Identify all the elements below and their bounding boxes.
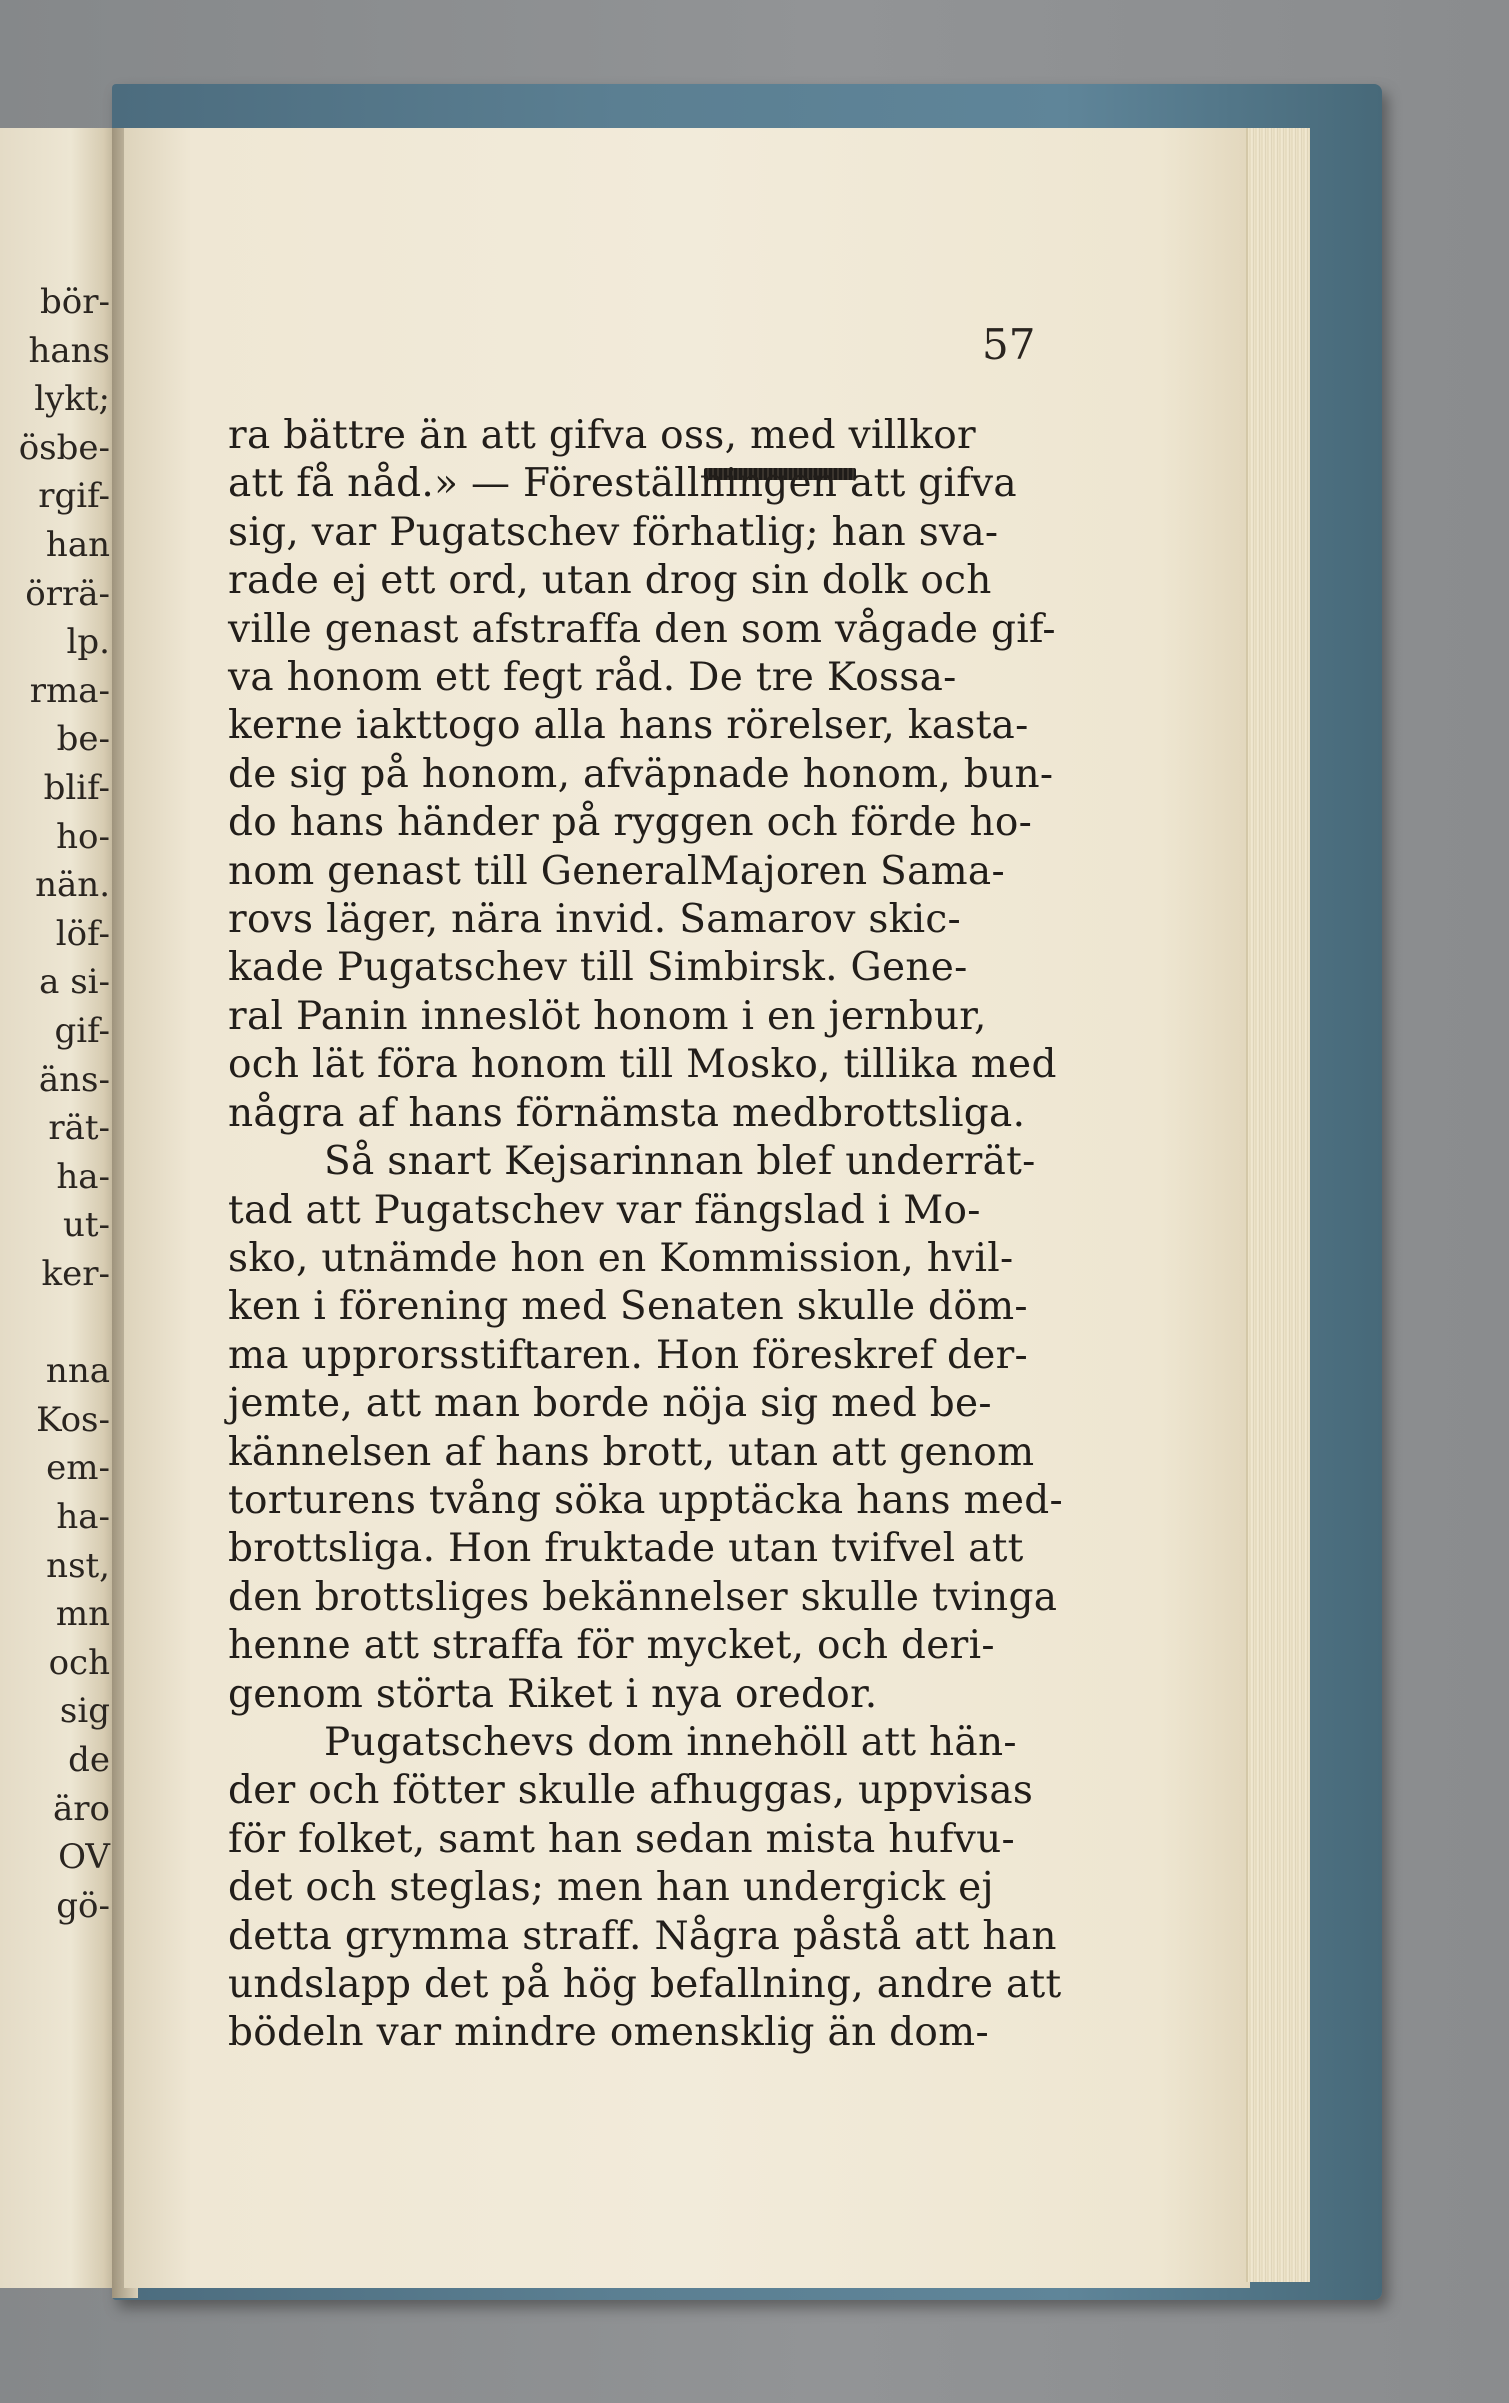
text-line: den brottsliges bekännelser skulle tvinga xyxy=(228,1574,1058,1620)
left-page-fragment: nna xyxy=(45,1351,110,1392)
text-line: rade ej ett ord, utan drog sin dolk och xyxy=(228,558,992,604)
left-page-fragment: gif- xyxy=(54,1011,110,1051)
left-page-fragment: rma- xyxy=(29,670,110,711)
text-line: ral Panin inneslöt honom i en jernbur, xyxy=(228,993,987,1039)
text-line: undslapp det på hög befallning, andre att xyxy=(228,1962,1062,2007)
text-line: va honom ett fegt råd. De tre Kossa- xyxy=(228,655,957,701)
left-page-fragment: örrä- xyxy=(25,573,110,614)
left-page-fragment: gö- xyxy=(56,1885,110,1926)
left-page-fragment: em- xyxy=(46,1448,110,1489)
left-page-fragment: lp. xyxy=(66,622,110,663)
left-page-fragment: rgif- xyxy=(38,476,110,517)
text-line: sko, utnämde hon en Kommission, hvil- xyxy=(228,1235,1014,1281)
body-text xyxy=(228,412,1088,2058)
text-line: och lät föra honom till Mosko, tillika med xyxy=(228,1042,1057,1088)
text-line: brottsliga. Hon fruktade utan tvifvel att xyxy=(228,1526,1024,1572)
left-page-fragment: lykt; xyxy=(34,379,110,420)
left-page-fragment: ösbe- xyxy=(18,427,110,468)
page-edges xyxy=(1246,128,1310,2282)
left-page-fragment: sig xyxy=(59,1691,110,1732)
text-line: sig, var Pugatschev förhatlig; han sva- xyxy=(228,509,999,555)
text-line: der och fötter skulle afhuggas, uppvisas xyxy=(228,1768,1034,1814)
text-line: do hans händer på ryggen och förde ho- xyxy=(228,800,1033,846)
left-page-fragment: och xyxy=(48,1642,110,1683)
left-page-fragment: löf- xyxy=(55,913,110,954)
text-line: Pugatschevs dom innehöll att hän- xyxy=(324,1719,1017,1765)
text-line: rovs läger, nära invid. Samarov skic- xyxy=(228,897,961,943)
text-line: ken i förening med Senaten skulle döm- xyxy=(228,1284,1028,1330)
left-page-fragment: ho- xyxy=(56,816,110,857)
left-page-fragment: be- xyxy=(56,719,110,760)
page-number: 57 xyxy=(982,320,1036,369)
text-line: bödeln var mindre omensklig än dom- xyxy=(228,2010,989,2056)
left-page-fragment: bör- xyxy=(40,282,110,322)
text-line: nom genast till GeneralMajoren Sama- xyxy=(228,848,1005,894)
text-line: det och steglas; men han undergick ej xyxy=(228,1865,994,1911)
left-page-fragment: nän. xyxy=(35,865,110,906)
left-page xyxy=(0,128,118,2288)
text-line: några af hans förnämsta medbrottsliga. xyxy=(228,1090,1026,1136)
text-line: kade Pugatschev till Simbirsk. Gene- xyxy=(228,945,968,991)
left-page-fragment: ut- xyxy=(62,1205,110,1246)
text-line: tad att Pugatschev var fängslad i Mo- xyxy=(228,1187,981,1233)
left-page-fragment: rät- xyxy=(48,1108,110,1149)
text-line: de sig på honom, afväpnade honom, bun- xyxy=(228,751,1054,797)
left-page-fragment: han xyxy=(45,525,110,565)
left-page-fragment: mn xyxy=(55,1594,110,1635)
text-line: att få nåd.» — Föreställningen att gifva xyxy=(228,461,1017,507)
left-page-fragment: a si- xyxy=(39,962,110,1003)
text-line: genom störta Riket i nya oredor. xyxy=(228,1671,878,1717)
text-line: ville genast afstraffa den som vågade gif- xyxy=(228,606,1056,652)
text-line: jemte, att man borde nöja sig med be- xyxy=(228,1381,992,1427)
text-line: för folket, samt han sedan mista hufvu- xyxy=(228,1816,1016,1862)
text-line: Så snart Kejsarinnan blef underrät- xyxy=(324,1139,1036,1185)
left-page-fragment: Kos- xyxy=(36,1399,110,1440)
left-page-fragment: de xyxy=(68,1740,110,1780)
text-line: detta grymma straff. Några påstå att han xyxy=(228,1913,1057,1959)
text-line: kerne iakttogo alla hans rörelser, kasta- xyxy=(228,703,1029,749)
left-page-fragment: ker- xyxy=(41,1254,110,1294)
left-page-fragment: blif- xyxy=(43,768,110,808)
text-line: henne att straffa för mycket, och deri- xyxy=(228,1623,995,1669)
text-line: ma upprorsstiftaren. Hon föreskref der- xyxy=(228,1332,1029,1378)
left-page-fragment: äro xyxy=(53,1788,110,1829)
text-line: ra bättre än att gifva oss, med villkor xyxy=(228,413,976,458)
left-page-fragment: OV xyxy=(58,1837,110,1878)
text-line: torturens tvång söka upptäcka hans med- xyxy=(228,1477,1063,1523)
left-page-fragment: hans xyxy=(28,330,110,371)
left-page-fragment: nst, xyxy=(46,1545,110,1586)
text-line: kännelsen af hans brott, utan att genom xyxy=(228,1429,1035,1475)
left-page-fragment: äns- xyxy=(38,1059,110,1100)
left-page-fragment: ha- xyxy=(56,1156,110,1197)
left-page-fragment: ha- xyxy=(56,1497,110,1537)
